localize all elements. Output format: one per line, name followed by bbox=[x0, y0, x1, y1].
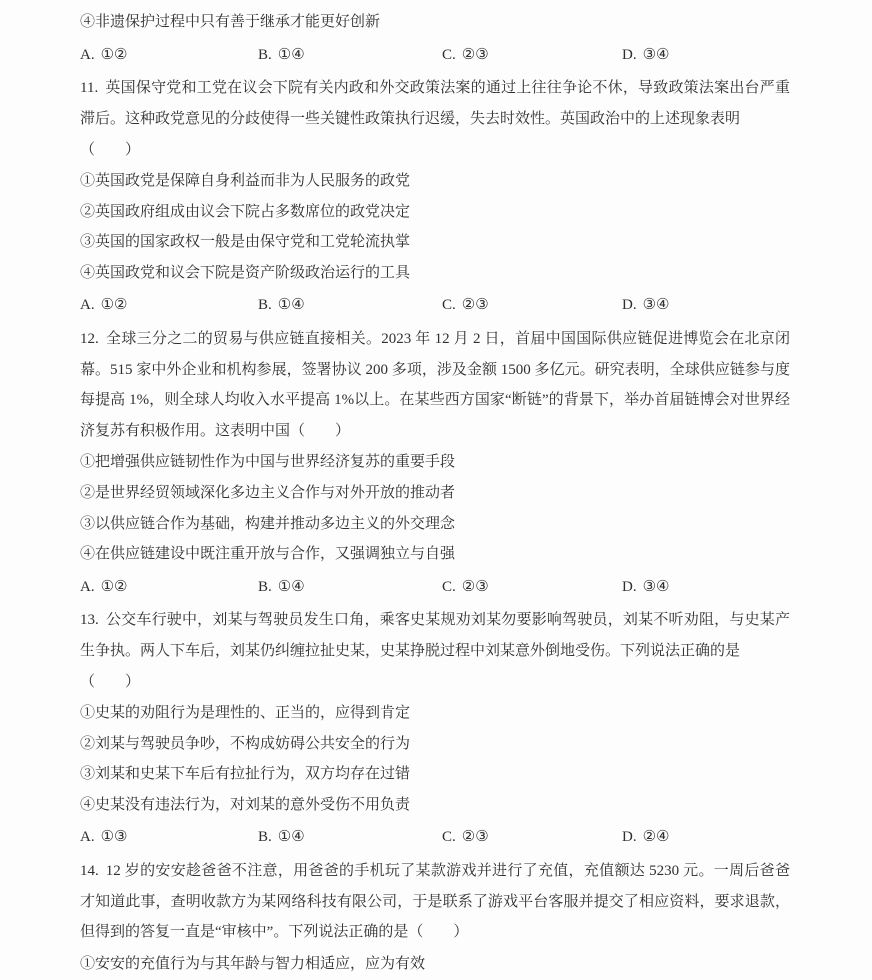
statement-line: ④非遗保护过程中只有善于继承才能更好创新 bbox=[80, 14, 381, 30]
options-row bbox=[80, 822, 790, 853]
option-label: D. bbox=[622, 578, 637, 595]
options-row bbox=[80, 572, 790, 603]
option-value: ③④ bbox=[642, 578, 670, 595]
option-item bbox=[258, 822, 442, 853]
option-item bbox=[80, 290, 258, 321]
option-label: D. bbox=[622, 829, 637, 846]
option-item bbox=[622, 572, 790, 603]
option-item bbox=[442, 290, 622, 321]
option-value: ①③ bbox=[100, 829, 128, 846]
question-stem bbox=[80, 856, 790, 948]
question-number: 12. bbox=[80, 330, 99, 347]
question-number: 13. bbox=[80, 612, 99, 629]
question-stem bbox=[80, 605, 790, 666]
question-14 bbox=[80, 856, 790, 979]
option-label: A. bbox=[80, 829, 95, 846]
options-row bbox=[80, 40, 790, 71]
option-item bbox=[258, 290, 442, 321]
question-stem-text: 12 岁的安安趁爸爸不注意，用爸爸的手机玩了某款游戏并进行了充值，充值额达 5230 元。一周后爸爸才知道此事，查明收款方为某网络科技有限公司，于是联系了游戏平台客服并提交了相应资料，要求退款，但得到的答复一直是“审核中”。下列说法正确的是（ ） bbox=[80, 863, 790, 941]
option-item bbox=[622, 822, 790, 853]
option-label: C. bbox=[442, 578, 456, 595]
statement-line: ①史某的劝阻行为是理性的、正当的，应得到肯定 bbox=[80, 705, 411, 722]
statement-line: ④英国政党和议会下院是资产阶级政治运行的工具 bbox=[80, 264, 411, 281]
option-label: A. bbox=[80, 46, 95, 63]
option-item bbox=[622, 40, 790, 71]
option-value: ②③ bbox=[461, 297, 489, 314]
option-value: ①② bbox=[100, 46, 128, 63]
statement-line: ④史某没有违法行为，对刘某的意外受伤不用负责 bbox=[80, 796, 411, 813]
option-label: B. bbox=[258, 297, 272, 314]
option-label: C. bbox=[442, 297, 456, 314]
question-stem bbox=[80, 73, 790, 134]
option-label: C. bbox=[442, 829, 456, 846]
option-value: ①④ bbox=[277, 829, 305, 846]
option-label: A. bbox=[80, 578, 95, 595]
option-label: B. bbox=[258, 578, 272, 595]
question-stem-text: 公交车行驶中，刘某与驾驶员发生口角，乘客史某规劝刘某勿要影响驾驶员，刘某不听劝阻，与史某产生争执。两人下车后，刘某仍纠缠拉扯史某，史某挣脱过程中刘某意外倒地受伤。下列说法正确的是 bbox=[80, 612, 790, 659]
statement-line: ①安安的充值行为与其年龄与智力相适应，应为有效 bbox=[80, 955, 426, 972]
option-item bbox=[442, 822, 622, 853]
option-value: ③④ bbox=[642, 46, 670, 63]
question-11 bbox=[80, 73, 790, 321]
question-number: 14. bbox=[80, 863, 99, 880]
options-row bbox=[80, 290, 790, 321]
option-label: C. bbox=[442, 46, 456, 63]
statement-line: ②英国政府组成由议会下院占多数席位的政党决定 bbox=[80, 203, 411, 220]
option-item bbox=[258, 40, 442, 71]
option-item bbox=[258, 572, 442, 603]
option-value: ①② bbox=[100, 297, 128, 314]
statement-line: ③刘某和史某下车后有拉扯行为，双方均存在过错 bbox=[80, 766, 411, 783]
option-item bbox=[622, 290, 790, 321]
question-13 bbox=[80, 605, 790, 853]
question-stem bbox=[80, 324, 790, 446]
statement-line: ③英国的国家政权一般是由保守党和工党轮流执掌 bbox=[80, 234, 411, 251]
option-item bbox=[80, 40, 258, 71]
statement-line: ③以供应链合作为基础，构建并推动多边主义的外交理念 bbox=[80, 515, 456, 532]
option-label: D. bbox=[622, 46, 637, 63]
option-value: ③④ bbox=[642, 297, 670, 314]
statement-line: ④在供应链建设中既注重开放与合作，又强调独立与自强 bbox=[80, 546, 456, 563]
option-label: D. bbox=[622, 297, 637, 314]
answer-bracket: （ ） bbox=[80, 674, 141, 691]
option-item bbox=[442, 572, 622, 603]
option-item bbox=[80, 572, 258, 603]
statement-line: ②刘某与驾驶员争吵，不构成妨碍公共安全的行为 bbox=[80, 735, 411, 752]
question-stem-text: 全球三分之二的贸易与供应链直接相关。2023 年 12 月 2 日，首届中国国际供应链促进博览会在北京闭幕。515 家中外企业和机构参展，签署协议 200 多项，涉及金额 1500 多亿元。研究表明，全球供应链参与度每提高 1%，则全球人均收入水平提高 1%以上。在某些西方国家“断链”的背景下，举办首届链博会对世界经济复苏有积极作用。这表明中国（ ） bbox=[80, 330, 790, 439]
statement-line: ①英国政党是保障自身利益而非为人民服务的政党 bbox=[80, 172, 411, 189]
option-value: ①④ bbox=[277, 297, 305, 314]
question-12 bbox=[80, 324, 790, 602]
option-value: ②③ bbox=[461, 578, 489, 595]
answer-bracket: （ ） bbox=[80, 142, 141, 159]
option-label: A. bbox=[80, 297, 95, 314]
option-item bbox=[442, 40, 622, 71]
option-label: B. bbox=[258, 46, 272, 63]
option-value: ①④ bbox=[277, 46, 305, 63]
statement-line: ①把增强供应链韧性作为中国与世界经济复苏的重要手段 bbox=[80, 454, 456, 471]
option-value: ①② bbox=[100, 578, 128, 595]
option-value: ①④ bbox=[277, 578, 305, 595]
option-value: ②③ bbox=[461, 829, 489, 846]
statement-line: ②是世界经贸领域深化多边主义合作与对外开放的推动者 bbox=[80, 484, 456, 501]
option-value: ②③ bbox=[461, 46, 489, 63]
question-number: 11. bbox=[80, 80, 99, 97]
option-item bbox=[80, 822, 258, 853]
option-label: B. bbox=[258, 829, 272, 846]
question-stem-text: 英国保守党和工党在议会下院有关内政和外交政策法案的通过上往往争论不休，导致政策法案出台严重滞后。这种政党意见的分歧使得一些关键性政策执行迟缓，失去时效性。英国政治中的上述现象表明 bbox=[80, 80, 790, 127]
option-value: ②④ bbox=[642, 829, 670, 846]
